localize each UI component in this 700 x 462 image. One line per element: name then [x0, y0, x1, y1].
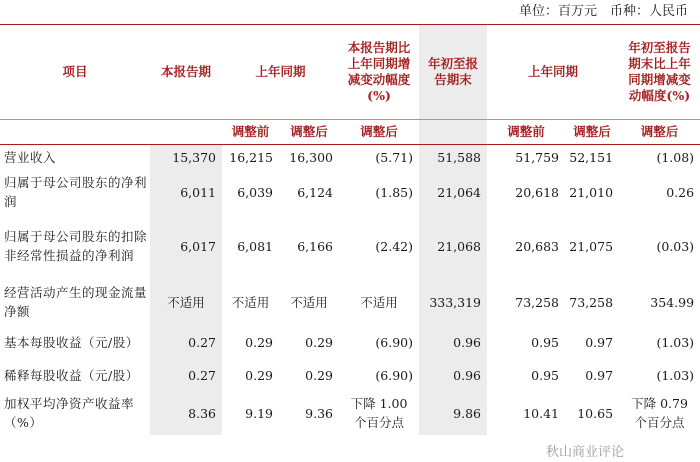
- row-item-label: 稀释每股收益（元/股）: [4, 367, 139, 383]
- cell-prior-ytd-before: 0.95: [531, 335, 560, 350]
- cell-prior-after: 0.29: [305, 335, 334, 350]
- subheader-change-after-adjustment: 调整后: [360, 124, 398, 139]
- cell-yoy-change: (6.90): [375, 367, 414, 383]
- cell-ytd-change: (1.08): [656, 150, 695, 165]
- cell-yoy-change: (1.85): [375, 184, 414, 200]
- table-row: [0, 145, 700, 171]
- subheader-row: [0, 120, 700, 145]
- cell-prior-before: 6,039: [237, 184, 273, 200]
- cell-ytd-end: 0.96: [419, 326, 487, 359]
- cell-current-period: 15,370: [150, 145, 222, 171]
- cell-prior-before: 不适用: [231, 295, 270, 310]
- header-item: 项目: [62, 64, 88, 79]
- cell-prior-ytd-after: 52,151: [569, 150, 614, 165]
- row-item-label: 归属于母公司股东的扣除非经常性损益的净利润: [4, 229, 148, 263]
- cell-current-period: 0.27: [150, 359, 222, 391]
- cell-ytd-change: 下降 0.79 个百分点: [631, 396, 688, 430]
- cell-ytd-end: 21,068: [419, 214, 487, 278]
- cell-prior-after: 16,300: [289, 150, 334, 165]
- cell-yoy-change: (2.42): [375, 238, 414, 254]
- cell-current-period: 6,011: [150, 170, 222, 214]
- header-ytd-change: 年初至报告期末比上年同期增减变动幅度(%): [628, 40, 691, 103]
- cell-ytd-end: 21,064: [419, 170, 487, 214]
- cell-ytd-change: 354.99: [650, 294, 695, 310]
- cell-prior-ytd-before: 51,759: [515, 150, 560, 165]
- table-row: [0, 326, 700, 359]
- cell-yoy-change: (6.90): [375, 335, 414, 350]
- cell-ytd-end: 9.86: [419, 391, 487, 435]
- header-ytd-end: 年初至报告期末: [419, 25, 487, 120]
- cell-prior-before: 9.19: [245, 405, 273, 421]
- row-item-label: 归属于母公司股东的净利润: [4, 175, 148, 209]
- header-yoy-change: 本报告期比上年同期增减变动幅度(%): [347, 40, 411, 103]
- cell-prior-ytd-after: 21,010: [569, 184, 614, 200]
- header-prior-ytd: 上年同期: [528, 64, 579, 79]
- cell-prior-before: 16,215: [229, 150, 273, 165]
- cell-yoy-change: 不适用: [360, 295, 398, 310]
- cell-prior-ytd-after: 10.65: [577, 405, 614, 421]
- cell-current-period: 不适用: [150, 278, 222, 326]
- cell-prior-ytd-before: 0.95: [531, 367, 560, 383]
- cell-prior-after: 0.29: [305, 367, 334, 383]
- cell-ytd-end: 51,588: [419, 145, 487, 171]
- table-row: [0, 391, 700, 435]
- cell-prior-ytd-after: 21,075: [569, 238, 614, 254]
- cell-current-period: 8.36: [150, 391, 222, 435]
- cell-prior-ytd-before: 73,258: [515, 294, 560, 310]
- cell-prior-ytd-after: 73,258: [569, 294, 614, 310]
- watermark: 秋山商业评论: [546, 445, 625, 460]
- row-item-label: 基本每股收益（元/股）: [4, 335, 139, 350]
- cell-prior-ytd-after: 0.97: [585, 367, 614, 383]
- cell-prior-ytd-before: 10.41: [523, 405, 560, 421]
- header-prior-period: 上年同期: [255, 64, 306, 79]
- subheader-ytd-after-adjustment: 调整后: [573, 124, 611, 139]
- cell-yoy-change: 下降 1.00 个百分点: [350, 396, 408, 430]
- cell-prior-before: 0.29: [245, 335, 273, 350]
- cell-prior-after: 6,166: [297, 238, 334, 254]
- financial-summary-table: [0, 24, 700, 435]
- cell-prior-after: 不适用: [290, 295, 328, 310]
- cell-current-period: 0.27: [150, 326, 222, 359]
- header-current-period: 本报告期: [160, 64, 211, 79]
- cell-prior-ytd-before: 20,683: [515, 238, 560, 254]
- cell-ytd-end: 0.96: [419, 359, 487, 391]
- subheader-ytd-change-after-adjustment: 调整后: [640, 124, 679, 139]
- table-row: [0, 359, 700, 391]
- cell-ytd-end: 333,319: [419, 278, 487, 326]
- row-item-label: 加权平均净资产收益率（%）: [4, 396, 135, 430]
- cell-ytd-change: (1.03): [656, 367, 695, 383]
- cell-ytd-change: 0.26: [666, 184, 695, 200]
- cell-yoy-change: (5.71): [375, 150, 414, 165]
- subheader-before-adjustment: 调整前: [231, 124, 270, 139]
- table-row: [0, 170, 700, 214]
- cell-prior-before: 0.29: [245, 367, 273, 383]
- cell-prior-ytd-after: 0.97: [585, 335, 614, 350]
- table-row: [0, 278, 700, 326]
- header-row: [0, 25, 700, 120]
- cell-prior-ytd-before: 20,618: [515, 184, 560, 200]
- cell-prior-after: 6,124: [297, 184, 334, 200]
- unit-currency-note: 单位：百万元 币种：人民币: [518, 4, 688, 19]
- row-item-label: 营业收入: [4, 150, 57, 165]
- cell-prior-before: 6,081: [237, 238, 273, 254]
- cell-ytd-change: (1.03): [656, 335, 695, 350]
- subheader-ytd-before-adjustment: 调整前: [507, 124, 545, 139]
- cell-current-period: 6,017: [150, 214, 222, 278]
- cell-ytd-change: (0.03): [656, 238, 695, 254]
- table-row: [0, 214, 700, 278]
- cell-prior-after: 9.36: [305, 405, 334, 421]
- subheader-after-adjustment: 调整后: [290, 124, 328, 139]
- row-item-label: 经营活动产生的现金流量净额: [4, 285, 148, 319]
